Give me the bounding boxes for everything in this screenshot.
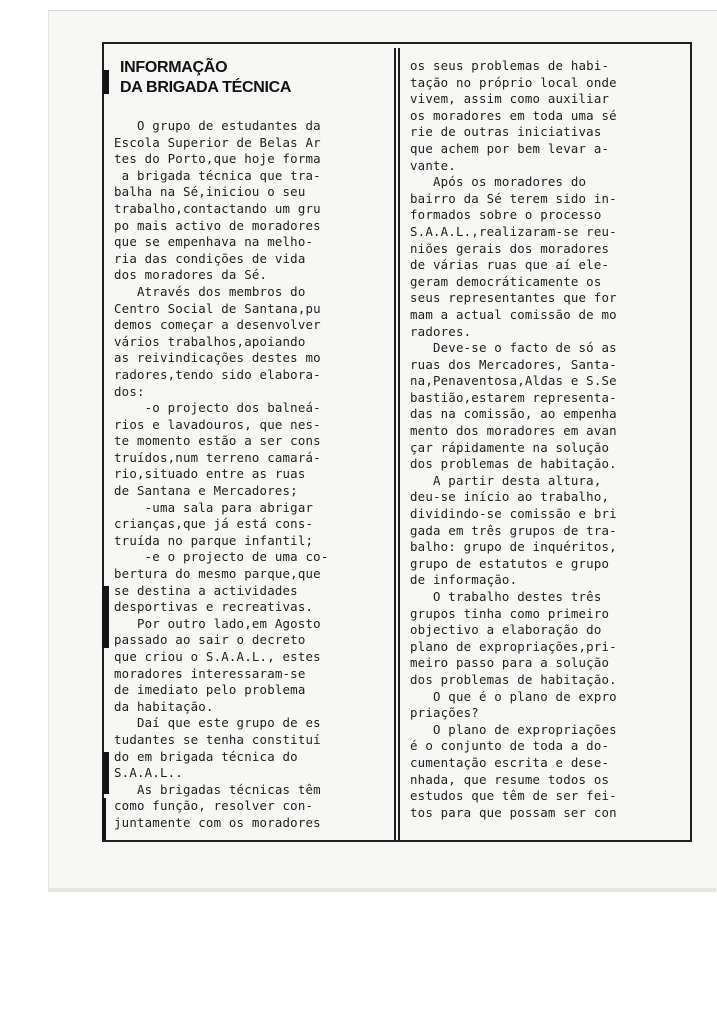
article-line: objectivo a elaboração do — [410, 622, 602, 638]
article-line: niões gerais dos moradores — [410, 240, 610, 256]
article-line: as reivindicações destes mo — [114, 350, 321, 366]
article-line: de informação. — [410, 572, 518, 588]
article-line: As brigadas técnicas têm — [114, 781, 321, 797]
headline-line-2: DA BRIGADA TÉCNICA — [120, 79, 292, 96]
article-line: que se empenhava na melho- — [114, 234, 314, 250]
article-line: rie de outras iniciativas — [410, 124, 602, 140]
article-headline — [120, 58, 291, 98]
article-line: dos moradores da Sé. — [114, 267, 268, 283]
column-divider — [394, 48, 400, 840]
article-line: como função, resolver con- — [114, 798, 314, 814]
article-line: nhada, que resume todos os — [410, 771, 610, 787]
article-line: Através dos membros do — [114, 283, 306, 299]
article-line: é o conjunto de toda a do- — [410, 738, 610, 754]
article-line: -uma sala para abrigar — [114, 499, 314, 515]
article-column-right — [410, 58, 690, 821]
article-line: se destina a actividades — [114, 582, 298, 598]
article-line: na,Penaventosa,Aldas e S.Se — [410, 373, 617, 389]
article-line: balho: grupo de inquéritos, — [410, 539, 617, 555]
article-line: da habitação. — [114, 698, 214, 714]
article-line: os moradores em toda uma sé — [410, 107, 617, 123]
article-line: trabalho,contactando um gru — [114, 200, 321, 216]
article-line: rios e lavadouros, que nes- — [114, 416, 321, 432]
article-line: estudos que têm de ser fei- — [410, 788, 617, 804]
article-line: vários trabalhos,apoiando — [114, 333, 306, 349]
article-line: O grupo de estudantes da — [114, 118, 321, 133]
article-line: po mais activo de moradores — [114, 217, 321, 233]
article-line: tação no próprio local onde — [410, 74, 617, 90]
article-line: crianças,que já está cons- — [114, 516, 314, 532]
article-line: radores. — [410, 323, 472, 339]
article-line: rio,situado entre as ruas — [114, 466, 306, 482]
article-line: S.A.A.L.. — [114, 765, 183, 781]
article-column-left — [114, 118, 390, 832]
article-line: A partir desta altura, — [410, 472, 602, 488]
article-line: bairro da Sé terem sido in- — [410, 190, 617, 206]
article-line: vante. — [410, 157, 456, 173]
article-line: formados sobre o processo — [410, 207, 602, 223]
article-line: demos começar a desenvolver — [114, 317, 321, 333]
article-line: plano de expropriações,pri- — [410, 638, 617, 654]
article-line: balha na Sé,iniciou o seu — [114, 184, 306, 200]
article-line: bertura do mesmo parque,que — [114, 566, 321, 582]
article-line: moradores interessaram-se — [114, 665, 306, 681]
article-line: os seus problemas de habi- — [410, 58, 610, 73]
article-line: ria das condições de vida — [114, 250, 306, 266]
article-line: tes do Porto,que hoje forma — [114, 151, 321, 167]
article-line: tudantes se tenha constituí — [114, 731, 321, 747]
margin-mark — [102, 586, 109, 648]
article-line: bastião,estarem representa- — [410, 389, 617, 405]
article-line: O que é o plano de expro — [410, 688, 617, 704]
article-line: que criou o S.A.A.L., estes — [114, 649, 321, 664]
article-line: desportivas e recreativas. — [114, 599, 314, 615]
article-line: O trabalho destes três — [410, 589, 602, 604]
article-line: Após os moradores do — [410, 174, 587, 190]
article-line: Por outro lado,em Agosto — [114, 615, 321, 631]
article-line: mento dos moradores em avan — [410, 423, 617, 439]
article-line: çar rápidamente na solução — [410, 439, 610, 455]
article-line: cumentação escrita e dese- — [410, 754, 610, 770]
article-line: te momento estão a ser cons — [114, 433, 321, 449]
article-line: tos para que possam ser con — [410, 804, 617, 820]
article-line: meiro passo para a solução — [410, 655, 610, 671]
article-line: deu-se início ao trabalho, — [410, 489, 610, 505]
article-line: Deve-se o facto de só as — [410, 340, 617, 356]
article-line: gada em três grupos de tra- — [410, 522, 617, 538]
article-line: a brigada técnica que tra- — [114, 167, 321, 183]
article-line: dividindo-se comissão e bri — [410, 506, 617, 522]
article-line: que achem por bem levar a- — [410, 140, 610, 156]
article-line: grupo de estatutos e grupo — [410, 555, 610, 571]
article-line: dos problemas de habitação. — [410, 456, 617, 472]
article-line: O plano de expropriações — [410, 721, 617, 737]
article-line: seus representantes que for — [410, 290, 617, 306]
article-line: priações? — [410, 705, 479, 721]
article-line: de imediato pelo problema — [114, 682, 306, 698]
article-line: S.A.A.L.,realizaram-se reu- — [410, 223, 617, 239]
article-line: vivem, assim como auxiliar — [410, 91, 610, 107]
article-line: truídos,num terreno camará- — [114, 449, 321, 465]
article-line: das na comissão, ao empenha — [410, 406, 617, 422]
article-line: de Santana e Mercadores; — [114, 483, 298, 499]
article-line: truída no parque infantil; — [114, 532, 314, 548]
article-line: Daí que este grupo de es — [114, 715, 321, 731]
article-line: ruas dos Mercadores, Santa- — [410, 356, 617, 372]
article-line: de várias ruas que aí ele- — [410, 257, 610, 273]
article-line: passado ao sair o decreto — [114, 632, 306, 648]
margin-mark — [103, 70, 109, 94]
margin-mark — [102, 798, 106, 840]
article-line: geram democráticamente os — [410, 273, 602, 289]
article-line: dos: — [114, 383, 145, 399]
article-line: dos problemas de habitação. — [410, 671, 617, 687]
sheet-shadow — [48, 888, 716, 892]
margin-mark — [103, 752, 109, 794]
article-line: Escola Superior de Belas Ar — [114, 134, 321, 150]
article-line: radores,tendo sido elabora- — [114, 366, 321, 382]
article-line: grupos tinha como primeiro — [410, 605, 610, 621]
article-line: -o projecto dos balneá- — [114, 400, 321, 416]
article-line: mam a actual comissão de mo — [410, 306, 617, 322]
article-line: -e o projecto de uma co- — [114, 549, 329, 565]
article-line: do em brigada técnica do — [114, 748, 298, 764]
article-line: Centro Social de Santana,pu — [114, 300, 321, 316]
article-line: juntamente com os moradores — [114, 814, 321, 830]
headline-line-1: INFORMAÇÃO — [120, 59, 228, 76]
